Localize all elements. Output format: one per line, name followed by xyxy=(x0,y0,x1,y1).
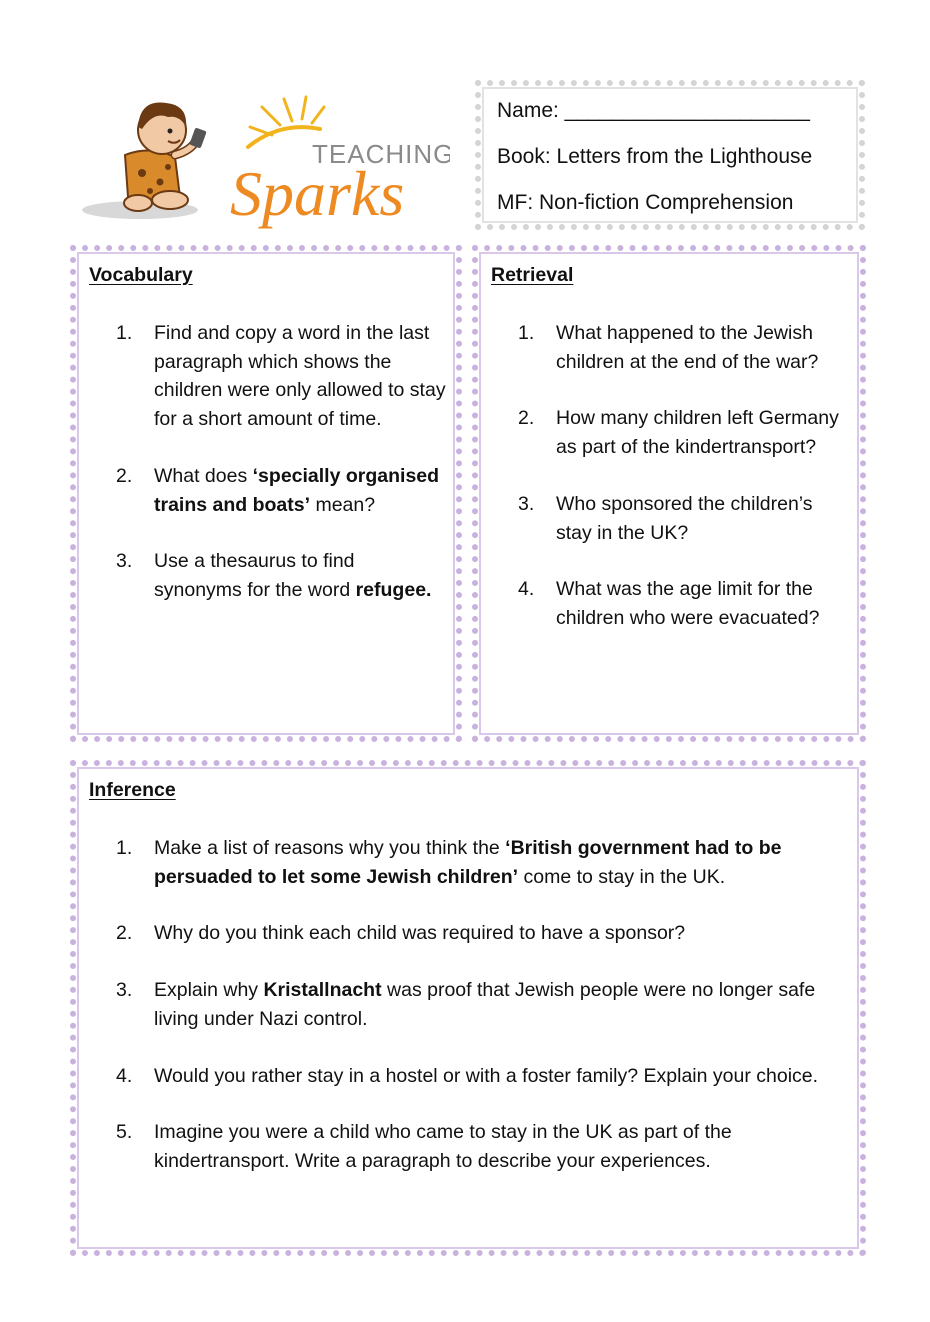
question-number: 3. xyxy=(116,550,133,573)
brand-teaching-text: TEACHING xyxy=(312,139,450,169)
question-text: How many children left Germany as part of the kindertransport? xyxy=(556,407,839,459)
mf-label: MF: Non-fiction Comprehension xyxy=(497,191,794,214)
question-number: 5. xyxy=(116,1121,133,1144)
inference-heading: Inference xyxy=(89,779,176,801)
question-text: Imagine you were a child who came to stay in the UK as part of the kindertransport. Write a paragraph to describe your experiences. xyxy=(154,1121,732,1172)
question-text: Find and copy a word in the last paragraph which shows the children were only allowed to stay for a short amount of time. xyxy=(154,322,446,431)
question-number: 1. xyxy=(116,837,133,859)
vocabulary-list xyxy=(116,319,446,633)
question-text: Would you rather stay in a hostel or with a foster family? Explain your choice. xyxy=(154,1064,819,1087)
question-item xyxy=(518,319,848,376)
question-emphasis: ‘specially organised trains and boats’ xyxy=(154,464,440,516)
question-number: 1. xyxy=(518,322,535,344)
inference-list xyxy=(116,834,836,1204)
question-item xyxy=(116,1062,836,1091)
question-item xyxy=(518,575,848,632)
question-item xyxy=(518,490,848,547)
question-text: come to stay in the UK. xyxy=(518,865,726,888)
vocabulary-panel xyxy=(70,245,462,742)
question-number: 3. xyxy=(518,492,535,515)
question-item xyxy=(116,547,446,604)
question-number: 1. xyxy=(116,322,133,344)
inference-panel xyxy=(70,760,866,1256)
teaching-sparks-logo xyxy=(80,85,450,235)
book-title: Book: Letters from the Lighthouse xyxy=(497,145,813,168)
question-item xyxy=(116,919,836,948)
question-number: 3. xyxy=(116,979,133,1002)
student-info-box xyxy=(475,80,865,230)
question-item xyxy=(116,1118,836,1175)
question-text: was proof that Jewish people were no longer safe living under Nazi control. xyxy=(154,979,816,1030)
question-number: 2. xyxy=(116,922,133,945)
retrieval-list xyxy=(518,319,848,661)
question-emphasis: ‘British government had to be persuaded to let some Jewish children’ xyxy=(154,837,782,888)
question-emphasis: refugee. xyxy=(355,578,432,601)
question-item xyxy=(116,976,836,1033)
retrieval-heading: Retrieval xyxy=(491,264,574,286)
vocabulary-heading: Vocabulary xyxy=(89,264,193,286)
question-text: mean? xyxy=(310,493,376,516)
question-text: Explain why xyxy=(154,979,264,1002)
question-text: Who sponsored the children’s stay in the UK? xyxy=(556,492,813,544)
question-number: 4. xyxy=(518,578,535,601)
retrieval-panel xyxy=(472,245,866,742)
name-field[interactable]: Name: _____________________ xyxy=(497,99,810,122)
question-item xyxy=(116,462,446,519)
question-text: What was the age limit for the children who were evacuated? xyxy=(556,578,820,629)
question-text: What does xyxy=(154,464,253,487)
question-text: Use a thesaurus to find synonyms for the word xyxy=(154,550,356,601)
question-number: 2. xyxy=(116,464,133,487)
question-item xyxy=(518,404,848,461)
question-number: 4. xyxy=(116,1064,133,1087)
question-number: 2. xyxy=(518,407,535,430)
question-text: What happened to the Jewish children at the end of the war? xyxy=(556,322,819,373)
question-text: Make a list of reasons why you think the xyxy=(154,837,506,859)
brand-sparks-text: Sparks xyxy=(230,158,405,229)
question-item xyxy=(116,834,836,891)
question-emphasis: Kristallnacht xyxy=(263,979,382,1002)
caveman-mascot-icon xyxy=(80,85,450,235)
question-item xyxy=(116,319,446,434)
question-text: Why do you think each child was required to have a sponsor? xyxy=(154,922,686,945)
